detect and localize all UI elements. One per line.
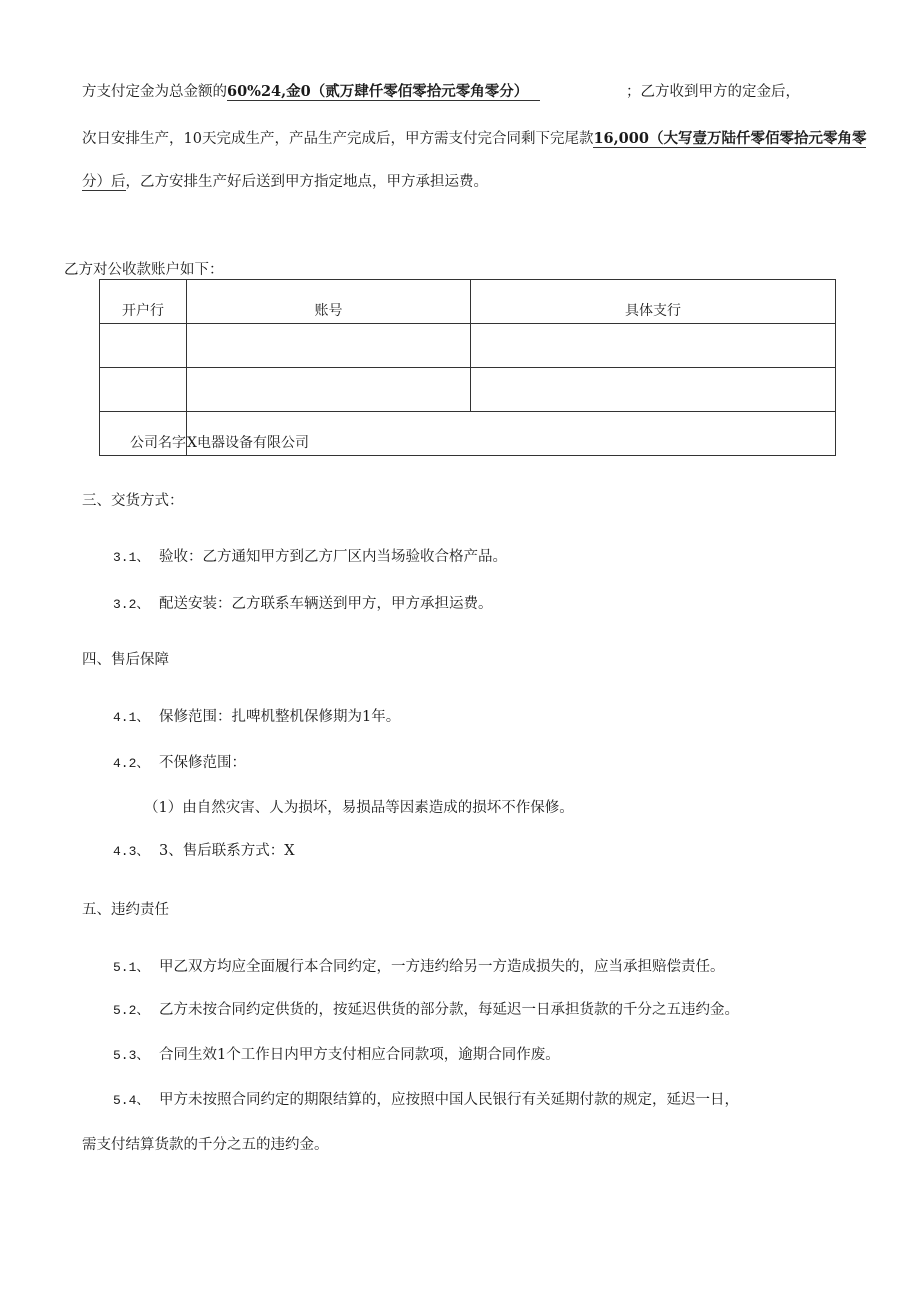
item-text: 不保修范围：	[159, 755, 246, 771]
item-text: 甲方未按照合同约定的期限结算的，应按照中国人民银行有关延期付款的规定，延迟一日，	[159, 1092, 739, 1108]
table-cell	[187, 368, 471, 412]
item-text: 乙方未按合同约定供货的，按延迟供货的部分款，每延迟一日承担货款的千分之五违约金。	[159, 1002, 739, 1018]
company-value: X电器设备有限公司	[187, 412, 836, 456]
aftersale-item-3	[113, 839, 295, 860]
breach-title: 五、违约责任	[82, 902, 169, 918]
table-cell	[100, 324, 187, 368]
payment-line1-prefix: 方支付定金为总金额的	[82, 84, 227, 100]
account-table	[99, 279, 836, 456]
header-account-number: 账号	[187, 280, 471, 324]
item-text: 验收：乙方通知甲方到乙方厂区内当场验收合格产品。	[159, 549, 507, 565]
company-row	[100, 412, 836, 456]
delivery-title: 三、交货方式：	[82, 493, 184, 509]
item-number: 4.1、	[113, 710, 150, 725]
delivery-item-2	[113, 592, 493, 613]
company-label: 公司名字	[100, 412, 187, 456]
header-bank: 开户行	[100, 280, 187, 324]
breach-item-2	[113, 998, 739, 1019]
aftersale-item-1	[113, 705, 400, 726]
breach-item-1	[113, 955, 725, 976]
account-intro: 乙方对公收款账户如下：	[64, 262, 224, 278]
payment-line1-suffix: ；乙方收到甲方的定金后，	[626, 84, 800, 100]
payment-line-2	[82, 127, 866, 148]
breach-item-4	[113, 1088, 739, 1109]
item-number: 5.3、	[113, 1048, 150, 1063]
header-branch: 具体支行	[471, 280, 836, 324]
table-cell	[471, 368, 836, 412]
payment-line3-suffix: ，乙方安排生产好后送到甲方指定地点，甲方承担运费。	[125, 174, 488, 190]
item-number: 4.3、	[113, 844, 150, 859]
item-text: 甲乙双方均应全面履行本合同约定，一方违约给另一方造成损失的，应当承担赔偿责任。	[159, 959, 725, 975]
payment-line2-prefix: 次日安排生产，10天完成生产，产品生产完成后，甲方需支付完合同剩下完尾款	[82, 131, 594, 147]
balance-amount: 16,000（大写壹万陆仟零佰零拾元零角零	[593, 130, 867, 147]
item-text: 3、售后联系方式：X	[159, 843, 295, 859]
table-header-row	[100, 280, 836, 324]
item-number: 4.2、	[113, 756, 150, 771]
item-text: 保修范围：扎啤机整机保修期为1年。	[159, 709, 401, 725]
balance-amount-cont: 分）后	[82, 174, 126, 190]
item-text: 合同生效1个工作日内甲方支付相应合同款项，逾期合同作废。	[159, 1047, 560, 1063]
item-number: 5.4、	[113, 1093, 150, 1108]
payment-line-3	[82, 170, 488, 191]
breach-item-4-cont: 需支付结算货款的千分之五的违约金。	[82, 1137, 329, 1153]
aftersale-title: 四、售后保障	[82, 652, 169, 668]
table-row	[100, 368, 836, 412]
aftersale-item-2-sub: （1）由自然灾害、人为损坏，易损品等因素造成的损坏不作保修。	[144, 800, 574, 816]
item-number: 3.1、	[113, 550, 150, 565]
aftersale-item-2	[113, 751, 246, 772]
breach-item-3	[113, 1043, 560, 1064]
delivery-item-1	[113, 545, 507, 566]
table-cell	[187, 324, 471, 368]
table-cell	[471, 324, 836, 368]
table-cell	[100, 368, 187, 412]
payment-line-1	[82, 80, 540, 101]
deposit-amount: 60%24,金0（贰万肆仟零佰零拾元零角零分）	[227, 83, 540, 101]
item-number: 3.2、	[113, 597, 150, 612]
item-text: 配送安装：乙方联系车辆送到甲方，甲方承担运费。	[159, 596, 493, 612]
item-number: 5.1、	[113, 960, 150, 975]
table-row	[100, 324, 836, 368]
item-number: 5.2、	[113, 1003, 150, 1018]
